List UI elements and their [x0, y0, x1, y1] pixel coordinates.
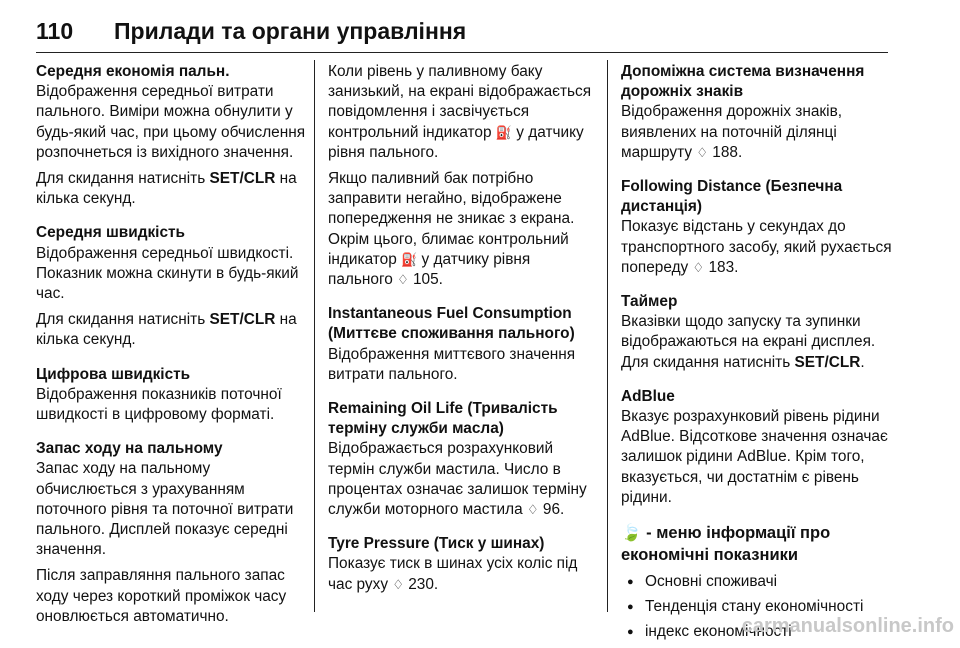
text-part: Якщо паливний бак потрібно заправити негайно, відображене попередження не зникає з екрана. Окрім цього, блимає контрольний індикатор — [328, 170, 575, 268]
oil-text — [328, 439, 596, 520]
list-item: ● індекс економічності — [621, 622, 896, 642]
adblue-text: Вказує розрахунковий рівень рідини AdBlue. Відсоткове значення означає залишок рідини AdBlue. Крім того, вказується, чи достатнім є рівень рідини. — [621, 408, 888, 506]
text-part: Вказівки щодо запуску та зупинки відображаються на екрані дисплея. Для скидання натисніть — [621, 313, 876, 371]
adblue-title: AdBlue — [621, 387, 675, 405]
page-number: 110 — [36, 18, 74, 44]
avg-speed-reset — [36, 310, 308, 350]
page-ref: 188. — [712, 143, 743, 161]
eco-menu-title — [621, 522, 896, 566]
sign-text — [621, 102, 896, 163]
range-title: Запас ходу на пальному — [36, 440, 223, 458]
column-1 — [36, 62, 308, 627]
page-ref: 105. — [413, 271, 443, 289]
reset-prefix: Для скидання натисніть — [36, 311, 210, 329]
column-divider-2 — [607, 60, 608, 612]
text-part: . — [860, 353, 865, 371]
tyre-text — [328, 554, 596, 594]
avg-speed-text: Відображення середньої швидкості. Показник можна скинути в будь-який час. — [36, 244, 299, 303]
range-text: Запас ходу на пальному обчислюється з урахуванням поточного рівня та поточної витрати пального. Дисплей показує середні значення. — [36, 460, 294, 559]
low-fuel-text-1 — [328, 62, 596, 163]
instant-title: Instantaneous Fuel Consumption (Миттєве споживання пального) — [328, 305, 575, 343]
fuel-icon: ⛽ — [401, 251, 418, 267]
page-ref-arrow-icon: ♢ — [692, 259, 705, 275]
fuel-icon: ⛽ — [495, 124, 513, 140]
tyre-title: Tyre Pressure (Тиск у шинах) — [328, 535, 545, 553]
avg-speed-title: Середня швидкість — [36, 224, 186, 242]
page-ref-arrow-icon: ♢ — [397, 272, 409, 288]
timer-text — [621, 312, 896, 373]
text-part: Показує відстань у секундах до транспортного засобу, який рухається попереду — [621, 218, 892, 276]
reset-suffix: на кілька секунд. — [36, 311, 297, 349]
page-ref-arrow-icon: ♢ — [696, 144, 708, 160]
timer-title: Таймер — [621, 293, 678, 311]
follow-title: Following Distance (Безпечна дистанція) — [621, 178, 843, 216]
column-3 — [621, 62, 896, 648]
chapter-title: Прилади та органи управління — [114, 18, 467, 44]
reset-key: SET/CLR — [794, 353, 861, 371]
text-part: Коли рівень у паливному баку занизький, на екрані відображається повідомлення і засвічується контрольний індикатор — [328, 63, 592, 141]
page-ref: 230. — [408, 575, 439, 593]
page-ref-arrow-icon: ♢ — [526, 502, 539, 518]
avg-fuel-reset — [36, 169, 308, 209]
text-part: у датчику рівня пального — [328, 250, 531, 289]
low-fuel-text-2 — [328, 169, 596, 290]
text-part: - меню інформації про економічні показники — [621, 524, 831, 565]
page-ref-arrow-icon: ♢ — [392, 576, 404, 592]
instant-text: Відображення миттєвого значення витрати пального. — [328, 345, 576, 383]
list-item: ● Тенденція стану економічності — [621, 597, 896, 617]
sign-title: Допоміжна система визначення дорожніх знаків — [621, 63, 865, 101]
reset-key: SET/CLR — [209, 311, 276, 329]
digital-speed-text: Відображення показників поточної швидкості в цифровому форматі. — [36, 385, 282, 424]
range-text-2: Після заправляння пального запас ходу через короткий проміжок часу оновлюється автоматично. — [36, 567, 287, 625]
reset-suffix: на кілька секунд. — [36, 170, 297, 208]
text-part: у датчику рівня пального. — [328, 123, 584, 161]
leaf-icon: 🍃 — [621, 524, 642, 543]
text-part: Показує тиск в шинах усіх коліс під час руху — [328, 555, 578, 593]
text-part: Відображення дорожніх знаків, виявлених на поточній ділянці маршруту — [621, 103, 843, 161]
column-divider-1 — [314, 60, 315, 612]
avg-fuel-title: Середня економія пальн. — [36, 63, 230, 80]
list-item: ● Основні споживачі — [621, 572, 896, 592]
column-2 — [328, 62, 596, 595]
reset-prefix: Для скидання натисніть — [36, 170, 210, 188]
page-ref: 183. — [708, 258, 739, 276]
page-ref: 96. — [542, 501, 565, 519]
page-header — [36, 18, 886, 56]
text-part: Відображається розрахунковий термін служби мастила. Число в процентах означає залишок терміну служби моторного мастила — [328, 440, 587, 519]
oil-title: Remaining Oil Life (Тривалість терміну служби масла) — [328, 400, 558, 438]
avg-fuel-text: Відображення середньої витрати пального. Виміри можна обнулити у будь-який час, при цьому обчислення розпочнеться із вихідного значення. — [36, 83, 306, 161]
follow-text — [621, 217, 896, 278]
reset-key: SET/CLR — [209, 170, 276, 188]
watermark: carmanualsonline.info — [741, 615, 954, 637]
digital-speed-title: Цифрова швидкість — [36, 365, 191, 383]
header-rule — [36, 52, 888, 53]
